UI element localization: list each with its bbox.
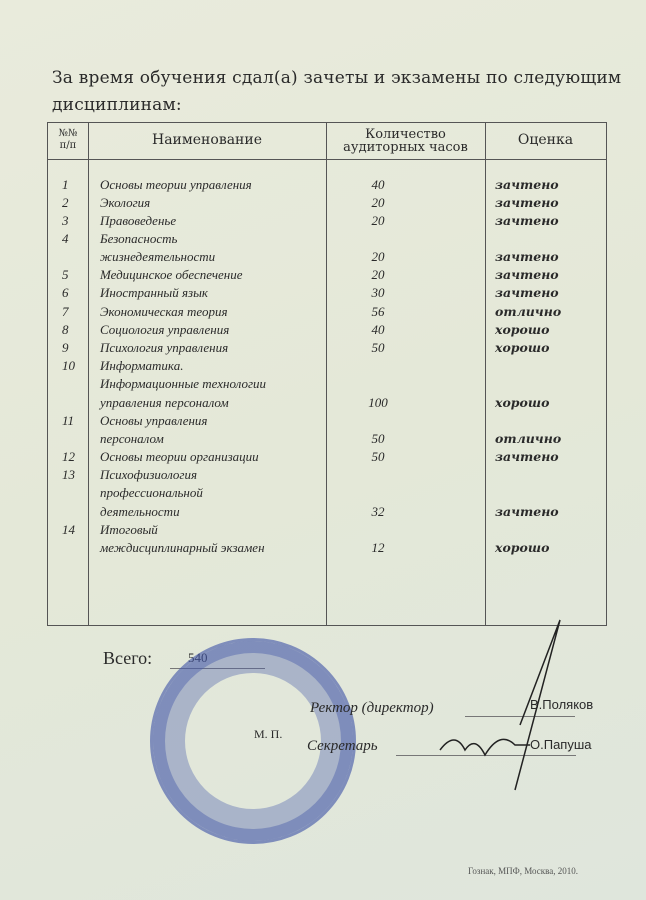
header-name: Наименование <box>152 132 262 148</box>
subject-name: Экология <box>100 195 151 210</box>
row-number: 2 <box>62 195 69 210</box>
subject-name: Информационные технологии <box>100 376 267 392</box>
row-number: 10 <box>62 358 75 373</box>
row-grade: хорошо <box>495 540 550 556</box>
header-grade: Оценка <box>517 132 574 148</box>
row-grade: зачтено <box>495 449 559 464</box>
row-hours: 40 <box>371 177 385 192</box>
subject-name: Безопасность <box>100 231 178 246</box>
subject-name: Медицинское обеспечение <box>100 267 243 282</box>
row-grade: хорошо <box>495 340 550 355</box>
row-number: 12 <box>62 449 75 464</box>
total-value: 540 <box>188 650 208 665</box>
row-hours: 20 <box>371 195 385 210</box>
row-hours: 50 <box>371 449 385 464</box>
subject-name: Итоговый <box>100 522 158 537</box>
row-number: 14 <box>62 522 75 537</box>
row-number: 5 <box>62 267 69 282</box>
subject-name: управления персоналом <box>100 394 229 410</box>
subject-name: деятельности <box>100 503 180 519</box>
subject-name: профессиональной <box>100 485 203 501</box>
row-number: 8 <box>62 322 69 337</box>
row-number: 3 <box>62 213 69 228</box>
subject-name: Основы теории управления <box>100 177 252 192</box>
row-grade: зачтено <box>495 267 559 282</box>
subject-name: Информатика. <box>100 358 184 373</box>
row-number: 6 <box>62 285 69 300</box>
header-hours: Количество <box>365 127 446 142</box>
row-grade: хорошо <box>495 322 550 337</box>
total-label: Всего: <box>103 648 153 668</box>
subject-name: Иностранный язык <box>100 285 208 300</box>
subject-name: персоналом <box>100 431 164 447</box>
subject-name: Правоведенье <box>100 213 177 228</box>
row-hours: 40 <box>371 322 385 337</box>
row-grade: зачтено <box>495 195 559 210</box>
grades-table <box>47 122 607 626</box>
row-hours: 20 <box>371 267 385 282</box>
subject-name: Основы управления <box>100 413 208 428</box>
rector-label: Ректор (директор) <box>310 700 434 716</box>
header-num2: п/п <box>59 140 77 151</box>
subject-name: Психофизиология <box>100 467 198 482</box>
row-hours: 50 <box>371 431 385 447</box>
row-hours: 20 <box>371 213 385 228</box>
secretary-name: О.Папуша <box>530 737 592 752</box>
row-number: 13 <box>62 467 75 482</box>
subject-name: жизнедеятельности <box>100 249 216 265</box>
row-number: 11 <box>62 413 75 428</box>
row-hours: 30 <box>371 285 385 300</box>
row-hours: 56 <box>371 304 385 319</box>
row-grade: отлично <box>495 431 562 447</box>
row-grade: зачтено <box>495 249 559 265</box>
rector-name: В.Поляков <box>530 697 594 712</box>
subject-name: Психология управления <box>100 340 229 355</box>
row-number: 9 <box>62 340 69 355</box>
row-number: 7 <box>62 304 69 319</box>
signature <box>420 615 580 795</box>
row-number: 4 <box>62 231 69 246</box>
row-grade: зачтено <box>495 213 559 228</box>
row-grade: зачтено <box>495 503 559 519</box>
printer-footer: Гознак, МПФ, Москва, 2010. <box>468 866 579 876</box>
mp-label: М. П. <box>254 727 283 741</box>
row-hours: 32 <box>371 503 385 519</box>
row-hours: 50 <box>371 340 385 355</box>
header-hours2: аудиторных часов <box>343 140 468 155</box>
subject-name: Основы теории организации <box>100 449 259 464</box>
row-grade: хорошо <box>495 394 550 410</box>
header-num: №№ <box>58 128 78 139</box>
subject-name: Социология управления <box>100 322 230 337</box>
row-grade: зачтено <box>495 285 559 300</box>
row-hours: 20 <box>371 249 385 265</box>
row-number: 1 <box>62 177 69 192</box>
subject-name: Экономическая теория <box>100 304 228 319</box>
row-grade: зачтено <box>495 177 559 192</box>
row-grade: отлично <box>495 304 562 319</box>
row-hours: 100 <box>368 394 388 410</box>
secretary-label: Секретарь <box>307 738 378 754</box>
intro-line-1: За время обучения сдал(а) зачеты и экзамены по следующим <box>52 68 622 88</box>
row-hours: 12 <box>371 540 385 556</box>
intro-line-2: дисциплинам: <box>52 95 182 115</box>
subject-name: междисциплинарный экзамен <box>100 540 265 556</box>
